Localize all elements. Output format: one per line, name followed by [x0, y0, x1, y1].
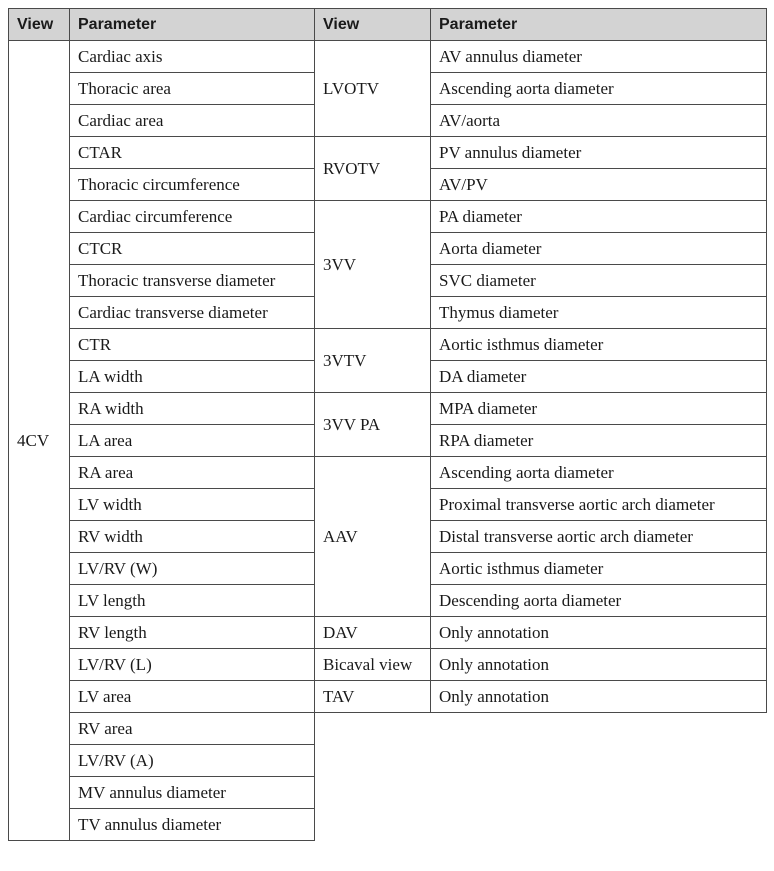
table-row — [9, 617, 767, 649]
parameter-cell: Only annotation — [431, 649, 767, 681]
view-cell: DAV — [315, 617, 431, 649]
table-row — [9, 393, 767, 425]
parameter-cell: Distal transverse aortic arch diameter — [431, 521, 767, 553]
view-cell: LVOTV — [315, 41, 431, 137]
parameter-cell: TV annulus diameter — [70, 809, 315, 841]
table-row — [9, 137, 767, 169]
parameter-cell: Only annotation — [431, 681, 767, 713]
header-view-left: View — [9, 9, 70, 41]
parameters-table — [8, 8, 767, 841]
parameter-cell: Descending aorta diameter — [431, 585, 767, 617]
parameter-cell: CTR — [70, 329, 315, 361]
header-row — [9, 9, 767, 41]
parameter-cell: PA diameter — [431, 201, 767, 233]
table-row — [9, 41, 767, 73]
view-cell: Bicaval view — [315, 649, 431, 681]
parameter-cell: RA width — [70, 393, 315, 425]
table-row — [9, 649, 767, 681]
parameter-cell: MPA diameter — [431, 393, 767, 425]
parameter-cell: Thoracic transverse diameter — [70, 265, 315, 297]
parameter-cell: RPA diameter — [431, 425, 767, 457]
table-row — [9, 201, 767, 233]
table-row — [9, 681, 767, 713]
parameter-cell: Aortic isthmus diameter — [431, 553, 767, 585]
parameter-cell: Only annotation — [431, 617, 767, 649]
parameter-cell: MV annulus diameter — [70, 777, 315, 809]
parameter-cell: LV width — [70, 489, 315, 521]
parameter-cell: AV/aorta — [431, 105, 767, 137]
parameter-cell: LA width — [70, 361, 315, 393]
parameter-cell: DA diameter — [431, 361, 767, 393]
parameter-cell: Cardiac transverse diameter — [70, 297, 315, 329]
parameter-cell: CTAR — [70, 137, 315, 169]
parameter-cell: LV/RV (A) — [70, 745, 315, 777]
view-cell: 3VTV — [315, 329, 431, 393]
parameter-cell: AV annulus diameter — [431, 41, 767, 73]
parameter-cell: LV area — [70, 681, 315, 713]
parameter-cell: LV/RV (L) — [70, 649, 315, 681]
parameter-cell: LV/RV (W) — [70, 553, 315, 585]
parameter-cell: Thoracic area — [70, 73, 315, 105]
parameter-cell: Thoracic circumference — [70, 169, 315, 201]
parameter-cell: PV annulus diameter — [431, 137, 767, 169]
view-cell: AAV — [315, 457, 431, 617]
parameter-cell: LA area — [70, 425, 315, 457]
parameter-cell: Proximal transverse aortic arch diameter — [431, 489, 767, 521]
header-view-right: View — [315, 9, 431, 41]
header-parameter-right: Parameter — [431, 9, 767, 41]
parameter-cell: Aortic isthmus diameter — [431, 329, 767, 361]
table-row — [9, 713, 767, 745]
parameter-cell: Cardiac circumference — [70, 201, 315, 233]
parameter-cell: RV length — [70, 617, 315, 649]
parameter-cell: Thymus diameter — [431, 297, 767, 329]
view-cell: TAV — [315, 681, 431, 713]
parameter-cell: Cardiac axis — [70, 41, 315, 73]
parameter-cell: Ascending aorta diameter — [431, 73, 767, 105]
parameter-cell: RA area — [70, 457, 315, 489]
parameter-cell: CTCR — [70, 233, 315, 265]
parameter-cell: RV width — [70, 521, 315, 553]
table-row — [9, 329, 767, 361]
view-cell: 3VV PA — [315, 393, 431, 457]
parameter-cell: Ascending aorta diameter — [431, 457, 767, 489]
parameter-cell: RV area — [70, 713, 315, 745]
header-parameter-left: Parameter — [70, 9, 315, 41]
view-cell: RVOTV — [315, 137, 431, 201]
parameter-cell: Cardiac area — [70, 105, 315, 137]
view-cell: 3VV — [315, 201, 431, 329]
parameter-cell: SVC diameter — [431, 265, 767, 297]
empty-area — [315, 713, 767, 841]
parameter-cell: Aorta diameter — [431, 233, 767, 265]
parameter-cell: LV length — [70, 585, 315, 617]
view-cell-4cv: 4CV — [9, 41, 70, 841]
table-row — [9, 457, 767, 489]
parameter-cell: AV/PV — [431, 169, 767, 201]
